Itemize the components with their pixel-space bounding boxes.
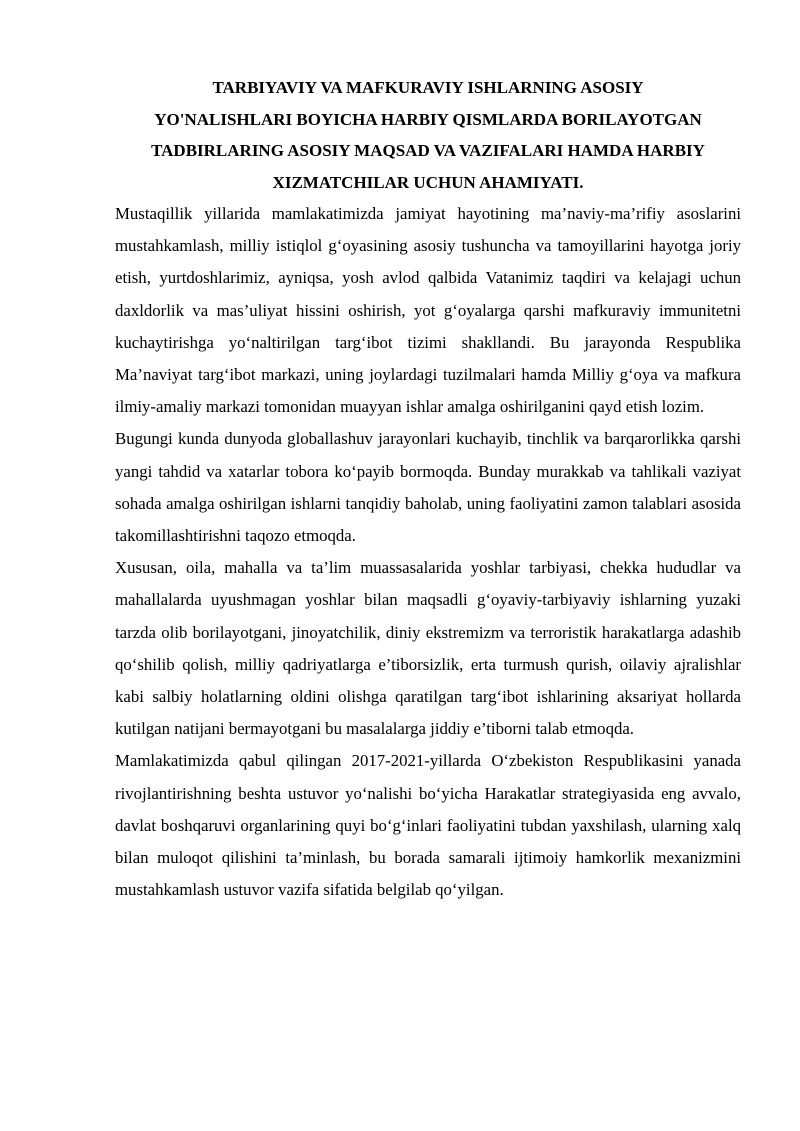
- document-page: [115, 72, 741, 906]
- title-line: XIZMATCHILAR UCHUN AHAMIYATI.: [272, 172, 584, 192]
- title-line: YO'NALISHLARI BOYICHA HARBIY QISMLARDA BORILAYOTGAN: [154, 109, 702, 129]
- title-line: TARBIYAVIY VA MAFKURAVIY ISHLARNING ASOSIY: [212, 78, 644, 97]
- title-line: TADBIRLARING ASOSIY MAQSAD VA VAZIFALARI HAMDA HARBIY: [151, 141, 705, 160]
- body-paragraph: Xususan, oila, mahalla va ta’lim muassasalarida yoshlar tarbiyasi, chekka hududlar va mahallalarda uyushmagan yoshlar bilan maqsadli g‘oyaviy-tarbiyaviy ishlarning yuzaki tarzda olib borilayotgani, jinoyatchilik, diniy ekstremizm va terroristik harakatlarga adashib qo‘shilib qolish, milliy qadriyatlarga e’tiborsizlik, erta turmush qurish, oilaviy ajralishlar kabi salbiy holatlarning oldini olishga qaratilgan targ‘ibot ishlarining aksariyat hollarda kutilgan natijani bermayotgani bu masalalarga jiddiy e’tiborni talab etmoqda.: [115, 558, 741, 739]
- document-title: [115, 72, 741, 198]
- body-paragraph: Mustaqillik yillarida mamlakatimizda jamiyat hayotining ma’naviy-ma’rifiy asoslarini mustahkamlash, milliy istiqlol g‘oyasining asosiy tushuncha va tamoyillarini hayotga joriy etish, yurtdoshlarimiz, ayniqsa, yosh avlod qalbida Vatanimiz taqdiri va kelajagi uchun daxldorlik va mas’uliyat hissini oshirish, yot g‘oyalarga qarshi mafkuraviy immunitetni kuchaytirishga yo‘naltirilgan targ‘ibot tizimi shakllandi. Bu jarayonda Respublika Ma’naviyat targ‘ibot markazi, uning joylardagi tuzilmalari hamda Milliy g‘oya va mafkura ilmiy-amaliy markazi tomonidan muayyan ishlar amalga oshirilganini qayd etish lozim.: [115, 204, 741, 417]
- body-paragraph: Bugungi kunda dunyoda globallashuv jarayonlari kuchayib, tinchlik va barqarorlikka qarshi yangi tahdid va xatarlar tobora ko‘payib bormoqda. Bunday murakkab va tahlikali vaziyat sohada amalga oshirilgan ishlarni tanqidiy baholab, uning faoliyatini zamon talablari asosida takomillashtirishni taqozo etmoqda.: [115, 429, 741, 546]
- body-paragraph: Mamlakatimizda qabul qilingan 2017-2021-yillarda O‘zbekiston Respublikasini yanada rivojlantirishning beshta ustuvor yo‘nalishi bo‘yicha Harakatlar strategiyasida eng avvalo, davlat boshqaruvi organlarining quyi bo‘g‘inlari faoliyatini tubdan yaxshilash, ularning xalq bilan muloqot qilishini ta’minlash, bu borada samarali ijtimoiy hamkorlik mexanizmini mustahkamlash ustuvor vazifa sifatida belgilab qo‘yilgan.: [115, 751, 741, 900]
